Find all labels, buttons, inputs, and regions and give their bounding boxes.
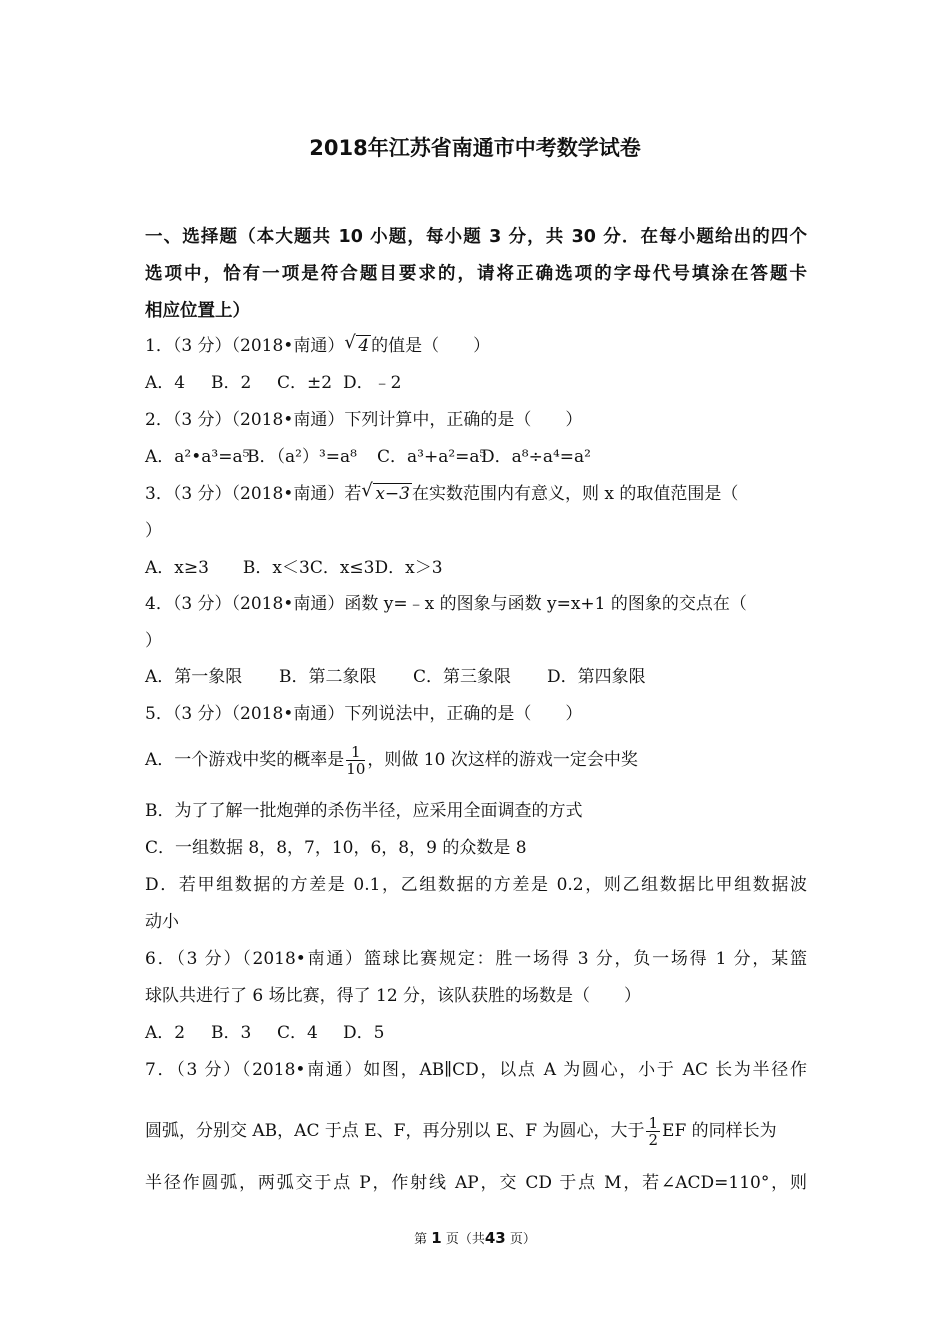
question-1-suffix: 的值是（ ）: [371, 336, 491, 356]
fraction: $\frac{1}{10}$: [346, 743, 366, 778]
question-3-suffix: 在实数范围内有意义，则 x 的取值范围是（: [411, 484, 739, 504]
option-a-prefix: A．一个游戏中奖的概率是: [145, 750, 345, 770]
footer-pre: 第: [414, 1232, 428, 1247]
question-5-option-a: [145, 740, 807, 780]
question-1-prefix: 1．（3 分）（2018•南通）: [145, 336, 345, 356]
question-5-stem: 5．（3 分）（2018•南通）下列说法中，正确的是（ ）: [145, 704, 583, 724]
option-d: D．第四象限: [547, 667, 646, 687]
option-c: C．第三象限: [413, 667, 512, 687]
question-6-line-1: 6．（3 分）（2018•南通）篮球比赛规定：胜一场得 3 分，负一场得 1 分，某篮: [145, 949, 807, 969]
sqrt-expression: √ x−3: [361, 480, 410, 504]
footer-mid: 页（共: [445, 1232, 485, 1247]
question-6-options: [145, 1022, 807, 1044]
question-4-stem: 4．（3 分）（2018•南通）函数 y=﹣x 的图象与函数 y=x+1 的图象的交点在（: [145, 594, 747, 614]
sqrt-expression: √ 4: [344, 332, 370, 356]
option-d: D．﹣2: [343, 373, 402, 393]
question-3-stem: [145, 480, 807, 505]
option-b: B．第二象限: [279, 667, 377, 687]
question-3-prefix: 3．（3 分）（2018•南通）若: [145, 484, 362, 504]
section-heading-line-2: 选项中，恰有一项是符合题目要求的，请将正确选项的字母代号填涂在答题卡: [145, 264, 807, 284]
question-4-continuation: ）: [145, 631, 162, 651]
option-b: B．（a²）³=a⁸: [247, 447, 357, 467]
option-d: D．5: [343, 1023, 385, 1043]
question-5-option-c: C．一组数据 8，8，7，10，6，8，9 的众数是 8: [145, 838, 527, 858]
question-2-options: [145, 446, 807, 468]
question-7-line-3: 半径作圆弧，两弧交于点 P，作射线 AP，交 CD 于点 M，若∠ACD=110°，则: [145, 1173, 807, 1193]
question-7-line-2-suffix: EF 的同样长为: [662, 1121, 777, 1141]
question-3-continuation: ）: [145, 521, 162, 541]
question-1-options: [145, 372, 807, 394]
section-heading-line-3: 相应位置上）: [145, 301, 250, 321]
option-a-suffix: ，则做 10 次这样的游戏一定会中奖: [367, 750, 638, 770]
option-a: A．2: [145, 1023, 186, 1043]
question-7-line-2: [145, 1111, 807, 1151]
section-heading-line-1: 一、选择题（本大题共 10 小题，每小题 3 分，共 30 分．在每小题给出的四个: [145, 227, 807, 247]
option-a: A．第一象限: [145, 667, 243, 687]
option-b: B．2: [211, 373, 252, 393]
question-1-stem: [145, 332, 807, 357]
question-4-options: [145, 666, 807, 688]
total-pages: 43: [484, 1229, 506, 1247]
question-3-options: A．x≥3 B．x＜3C．x≤3D．x＞3: [145, 558, 443, 578]
question-2-stem: 2．（3 分）（2018•南通）下列计算中，正确的是（ ）: [145, 410, 583, 430]
question-7-line-1: 7．（3 分）（2018•南通）如图，AB∥CD，以点 A 为圆心，小于 AC 长为半径作: [145, 1060, 807, 1080]
page-title: 2018年江苏省南通市中考数学试卷: [309, 136, 641, 160]
question-7-line-2-prefix: 圆弧，分别交 AB，AC 于点 E、F，再分别以 E、F 为圆心，大于: [145, 1121, 645, 1141]
question-5-option-d-line-1: D．若甲组数据的方差是 0.1，乙组数据的方差是 0.2，则乙组数据比甲组数据波: [145, 875, 807, 895]
option-c: C．a³+a²=a⁵: [377, 447, 487, 467]
option-c: C．4: [277, 1023, 318, 1043]
question-6-line-2: 球队共进行了 6 场比赛，得了 12 分，该队获胜的场数是（ ）: [145, 986, 642, 1006]
page-number: 1: [431, 1229, 442, 1247]
question-5-option-b: B．为了了解一批炮弹的杀伤半径，应采用全面调查的方式: [145, 801, 583, 821]
question-5-option-d-line-2: 动小: [145, 912, 179, 932]
footer-post: 页）: [509, 1232, 536, 1247]
option-a: A．a²•a³=a⁵: [145, 447, 250, 467]
option-c: C．±2: [277, 373, 333, 393]
option-a: A．4: [145, 373, 186, 393]
option-d: D．a⁸÷a⁴=a²: [481, 447, 591, 467]
fraction: $\frac{1}{2}$: [648, 1114, 659, 1149]
page-footer: [0, 1228, 950, 1247]
option-b: B．3: [211, 1023, 252, 1043]
